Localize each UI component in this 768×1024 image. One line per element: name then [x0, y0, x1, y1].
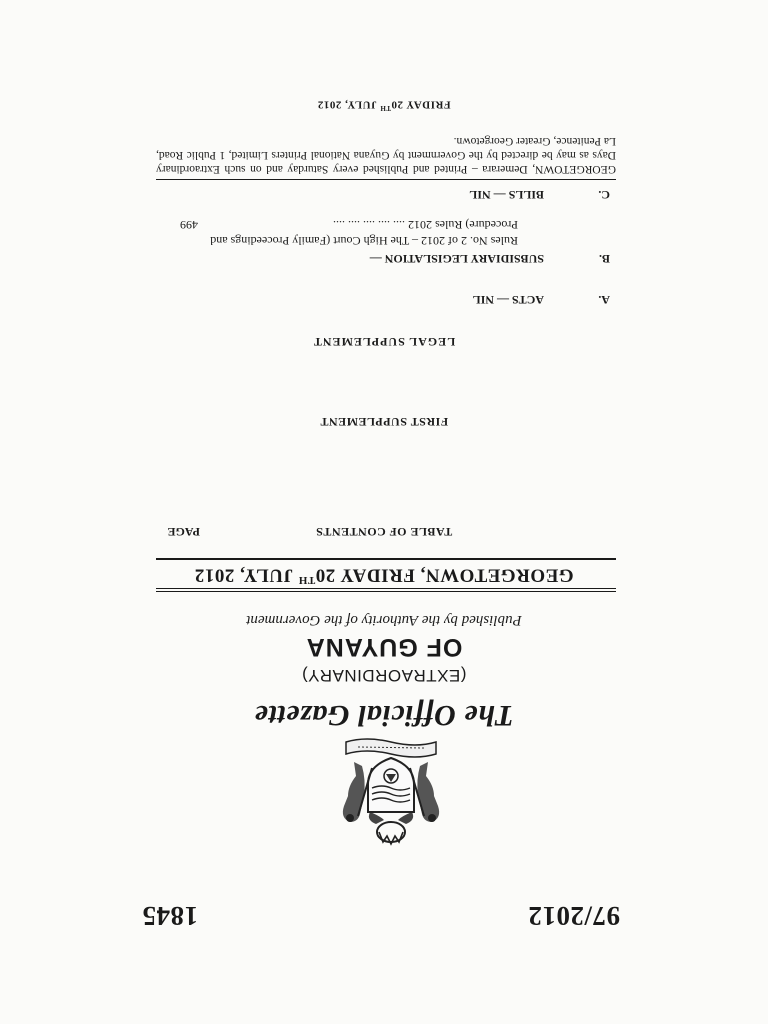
footer-date-ordinal: TH	[379, 104, 391, 112]
toc-entry-text: Procedure) Rules 2012 .... .... .... .... ....	[333, 218, 518, 232]
section-letter: C.	[598, 188, 610, 202]
toc-title: TABLE OF CONTENTS	[315, 525, 453, 539]
edition-label: (EXTRAORDINARY)	[301, 666, 467, 685]
page-number: 1845	[142, 901, 198, 931]
section-letter: A.	[598, 293, 610, 307]
supplement-heading: FIRST SUPPLEMENT	[319, 415, 449, 429]
toc-page-header: PAGE	[167, 525, 200, 539]
section-title: BILLS — NIL	[469, 188, 544, 202]
imprint-text: GEORGETOWN, Demerara – Printed and Published every Saturday and on such Extraordinary Days as may be directed by the Government by Guyana National Printers Limited, 1 Public Road, La Penitence, Greater Georgetown.	[156, 135, 616, 175]
dateline-ordinal: TH	[298, 574, 316, 586]
dateline-rest: JULY, 2012	[194, 564, 299, 586]
divider	[156, 558, 616, 560]
country-label: OF GUYANA	[305, 633, 463, 661]
section-letter: B.	[598, 252, 610, 266]
divider	[156, 588, 616, 589]
gazette-number: 97/2012	[527, 901, 620, 931]
dateline	[0, 564, 768, 586]
legal-supplement-heading: LEGAL SUPPLEMENT	[312, 335, 456, 349]
section-title: SUBSIDIARY LEGISLATION —	[369, 252, 544, 266]
toc-entry-page: 499	[180, 218, 198, 232]
divider	[156, 591, 616, 592]
authority-line: Published by the Authority of the Government	[246, 612, 522, 628]
masthead-title: The Official Gazette	[254, 699, 514, 732]
toc-entry-text: Rules No. 2 of 2012 – The High Court (Family Proceedings and	[210, 234, 518, 248]
coat-of-arms-icon	[336, 734, 446, 846]
footer-date	[0, 98, 768, 112]
section-title: ACTS — NIL	[472, 293, 544, 307]
footer-date-rest: JULY, 2012	[317, 98, 380, 111]
footer-date-prefix: FRIDAY 20	[391, 98, 451, 111]
dateline-prefix: GEORGETOWN, FRIDAY 20	[315, 564, 574, 586]
divider	[156, 179, 616, 180]
